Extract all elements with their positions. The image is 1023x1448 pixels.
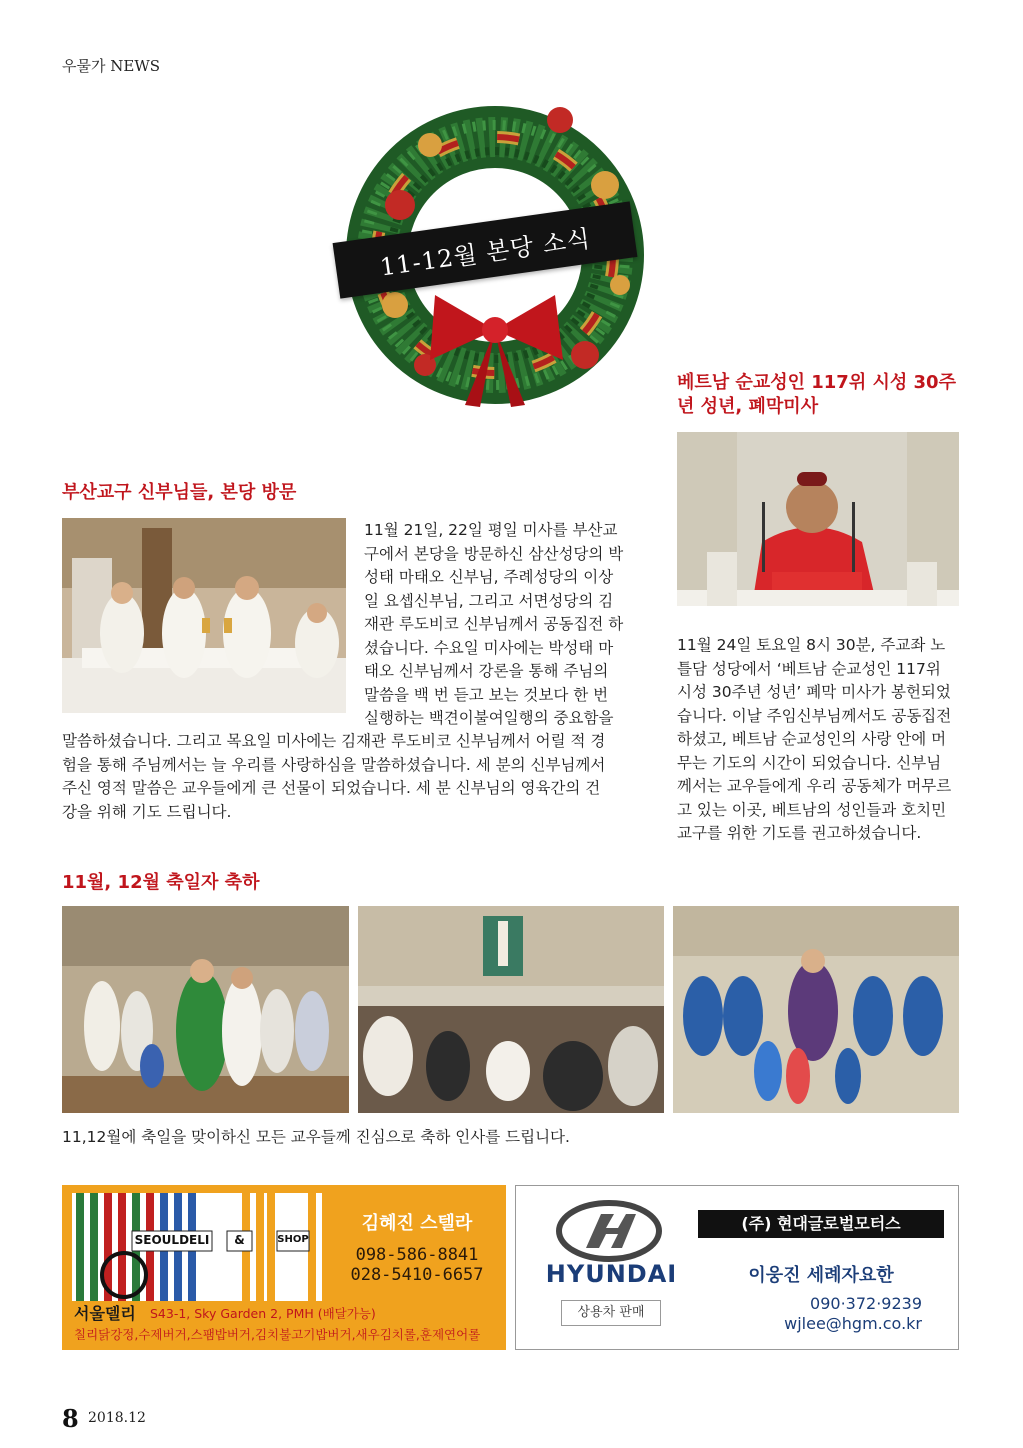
hyundai-subtitle: 상용차 판매 [561,1300,661,1326]
logo-shop: SHOP [277,1234,309,1245]
contact-phones [332,1245,502,1285]
text-line: 11월 21일, 22일 평일 미사를 부산교 [364,521,618,539]
text-line: 무는 기도의 시간이 되었습니다. 신부님 [677,753,942,772]
seouldeli-ad [62,1185,506,1350]
text-line: 주신 영적 말씀은 교우들에게 큰 선물이 되었습니다. 세 분 신부님의 영육간의 건 [62,779,601,797]
contact-phone: 090·372·9239 [810,1294,922,1313]
text-line: 11월 24일 토요일 8시 30분, 주교좌 노 [677,636,946,654]
bishop-mass-photo [677,432,959,606]
shop-name: 서울델리 [74,1304,136,1323]
text-line: 태오 신부님께서 강론을 통해 주님의 [364,662,609,680]
section3-title: 11월, 12월 축일자 축하 [62,872,260,893]
logo-amp: & [234,1233,245,1247]
hyundai-logo-icon [556,1200,662,1262]
shop-address: S43-1, Sky Garden 2, PMH (배달가능) [150,1306,376,1321]
issue-date: 2018.12 [88,1410,146,1426]
section-banner: 11-12월 본당 소식 [333,201,638,298]
text-line: 구에서 본당을 방문하신 삼산성당의 박 [364,544,624,563]
section3-caption: 11,12월에 축일을 맞이하신 모든 교우들께 진심으로 축하 인사를 드립니다. [62,1128,570,1146]
feast-group-photo-1 [62,906,349,1113]
text-line: 일 요셉신부님, 그리고 서면성당의 김 [364,591,614,610]
text-line: 께서는 교우들에게 우리 공동체가 머무르 [677,777,952,795]
contact-name: 김혜진 스텔라 [361,1213,473,1234]
title-line: 년 성년, 폐막미사 [677,396,819,417]
text-line: 재관 루도비코 신부님께서 공동집전 하 [364,615,624,633]
text-line: 틀담 성당에서 ‘베트남 순교성인 117위 [677,659,941,678]
text-line: 시성 30주년 성년’ 폐막 미사가 봉헌되었 [677,683,951,701]
seouldeli-logo [72,1193,322,1301]
header-label: 우물가 NEWS [62,57,161,75]
text-line: 강을 위해 기도 드립니다. [62,802,232,821]
text-line: 실행하는 백견이불여일행의 중요함을 [364,709,614,727]
feast-group-photo-3 [673,906,959,1113]
text-line: 고 있는 이곳, 베트남의 성인들과 호치민 [677,800,947,819]
text-line: 험을 통해 주님께서는 늘 우리를 사랑하심을 말씀하셨습니다. 세 분의 신부님께서 [62,755,606,774]
text-line: 하셨고, 베트남 순교성인의 사랑 안에 머 [677,730,947,748]
shop-menu: 칠리닭강정,수제버거,스팸밥버거,김치불고기밥버거,새우김치롤,훈제연어롤 [74,1327,481,1342]
title-line: 베트남 순교성인 117위 시성 30주 [677,372,956,393]
section1-title: 부산교구 신부님들, 본당 방문 [62,482,297,503]
section1-body-wide [62,730,648,824]
contact-email: wjlee@hgm.co.kr [784,1314,922,1333]
hyundai-brand: HYUNDAI [545,1260,678,1288]
text-line: 말씀을 백 번 듣고 보는 것보다 한 번 [364,685,609,704]
section2-body [677,634,961,846]
section1-body-narrow [364,519,644,731]
feast-congregation-photo-2 [358,906,664,1113]
hyundai-ad [515,1185,959,1350]
page-number: 8 [62,1404,79,1433]
phone-2: 028-5410-6657 [350,1265,484,1285]
text-line: 말씀하셨습니다. 그리고 목요일 미사에는 김재관 루도비코 신부님께서 어릴 적 경 [62,732,606,750]
text-line: 교구를 위한 기도를 권고하셨습니다. [677,824,922,842]
phone-1: 098-586-8841 [355,1245,479,1265]
text-line: 성태 마태오 신부님, 주례성당의 이상 [364,568,614,586]
section2-title [677,371,962,419]
contact-person: 이웅진 세례자요한 [748,1265,894,1286]
logo-text: SEOULDELI [134,1233,210,1247]
text-line: 셨습니다. 수요일 미사에는 박성태 마 [364,638,614,657]
priests-mass-photo [62,518,346,713]
company-name: (주) 현대글로벌모터스 [698,1210,944,1238]
text-line: 습니다. 이날 주임신부님께서도 공동집전 [677,706,952,725]
